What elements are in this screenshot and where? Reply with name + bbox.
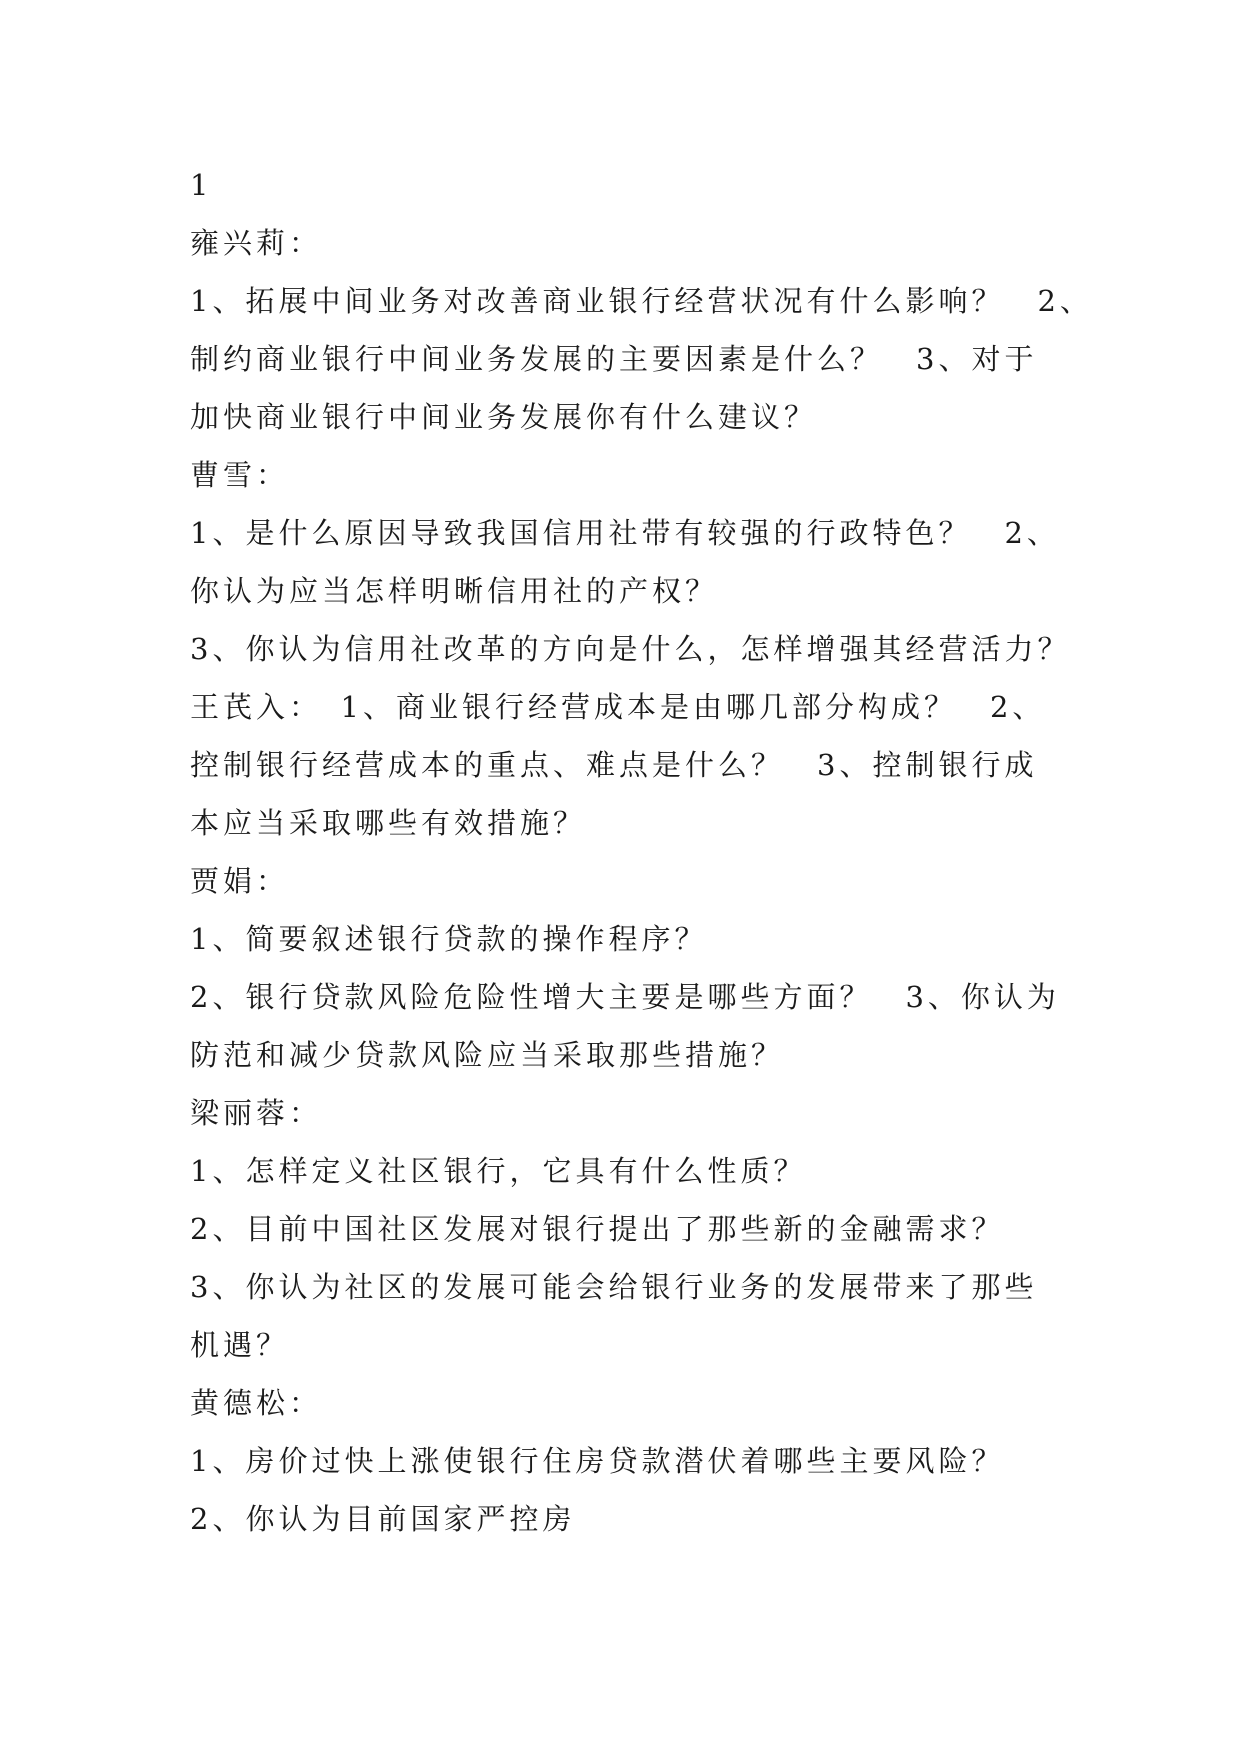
page-number: 1	[190, 168, 213, 202]
question-text: 3、你认为社区的发展可能会给银行业务的发展带来了那些	[190, 1270, 1038, 1304]
question-text: 加快商业银行中间业务发展你有什么建议？	[190, 400, 818, 434]
question-text: 2、目前中国社区发展对银行提出了那些新的金融需求？	[190, 1212, 1005, 1246]
question-text: 王芪入： 1、商业银行经营成本是由哪几部分构成？ 2、	[190, 690, 1046, 724]
question-text: 控制银行经营成本的重点、难点是什么？ 3、控制银行成	[190, 748, 1038, 782]
question-text: 2、你认为目前国家严控房	[190, 1502, 576, 1536]
author-heading: 贾娟：	[190, 864, 290, 898]
author-heading: 曹雪：	[190, 458, 290, 492]
document-body	[190, 156, 1093, 1548]
question-text: 1、怎样定义社区银行，它具有什么性质？	[190, 1154, 807, 1188]
question-text: 3、你认为信用社改革的方向是什么，怎样增强其经营活力？	[190, 632, 1071, 666]
question-text: 防范和减少贷款风险应当采取那些措施？	[190, 1038, 785, 1072]
question-text: 你认为应当怎样明晰信用社的产权？	[190, 574, 719, 608]
author-heading: 黄德松：	[190, 1386, 323, 1420]
question-text: 制约商业银行中间业务发展的主要因素是什么？ 3、对于	[190, 342, 1038, 376]
author-heading: 梁丽蓉：	[190, 1096, 323, 1130]
author-heading: 雍兴莉：	[190, 226, 323, 260]
question-text: 1、房价过快上涨使银行住房贷款潜伏着哪些主要风险？	[190, 1444, 1005, 1478]
question-text: 本应当采取哪些有效措施？	[190, 806, 587, 840]
question-text: 2、银行贷款风险危险性增大主要是哪些方面？ 3、你认为	[190, 980, 1060, 1014]
question-text: 1、拓展中间业务对改善商业银行经营状况有什么影响？ 2、	[190, 284, 1093, 318]
question-text: 机遇？	[190, 1328, 290, 1362]
question-text: 1、简要叙述银行贷款的操作程序？	[190, 922, 708, 956]
question-text: 1、是什么原因导致我国信用社带有较强的行政特色？ 2、	[190, 516, 1060, 550]
